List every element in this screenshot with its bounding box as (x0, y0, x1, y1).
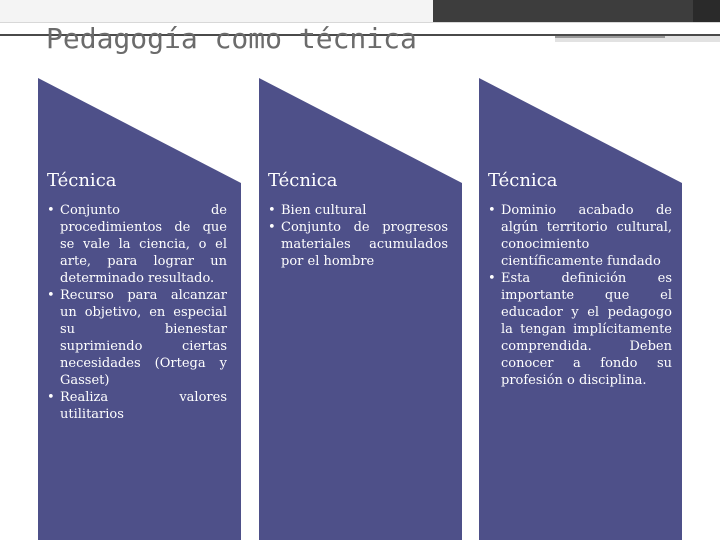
bullet-item: • Esta definición es importante que el educador y el pedagogo la tengan implícitamente comprendida. Deben conocer a fondo su profesión o disciplina. (488, 270, 672, 389)
bullet-item: • Conjunto de progresos materiales acumulados por el hombre (268, 219, 448, 270)
chevron-panel-2 (259, 78, 462, 540)
column-bullets-1 (47, 202, 227, 423)
chevron-panel-3 (479, 78, 682, 540)
column-heading-1: Técnica (47, 170, 117, 191)
bullet-item: • Recurso para alcanzar un objetivo, en especial su bienestar suprimiendo ciertas necesidades (Ortega y Gasset) (47, 287, 227, 389)
column-bullets-2 (268, 202, 448, 270)
column-bullets-3 (488, 202, 672, 389)
bullet-item: • Realiza valores utilitarios (47, 389, 227, 423)
column-heading-3: Técnica (488, 170, 558, 191)
bullet-item: • Dominio acabado de algún territorio cultural, conocimiento científicamente fundado (488, 202, 672, 270)
chevron-panel-1 (38, 78, 241, 540)
bullet-item: • Bien cultural (268, 202, 448, 219)
bullet-item: • Conjunto de procedimientos de que se vale la ciencia, o el arte, para lograr un determinado resultado. (47, 202, 227, 287)
chevron-shape-2 (259, 78, 462, 540)
page-title: Pedagogía como técnica (46, 22, 417, 55)
column-heading-2: Técnica (268, 170, 338, 191)
